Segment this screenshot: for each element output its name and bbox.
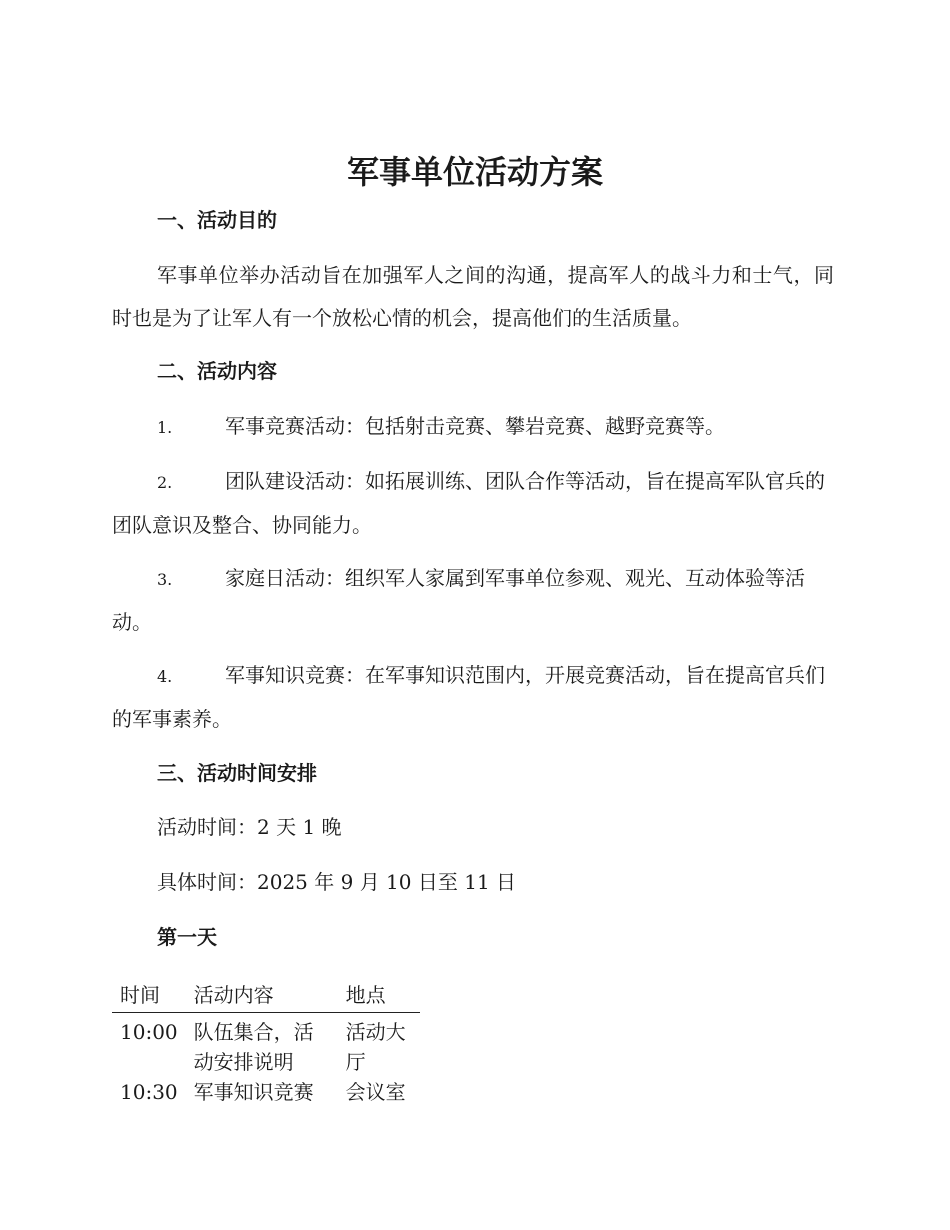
cell-activity: 队伍集合，活动安排说明: [193, 1020, 314, 1074]
list-item-number: 3.: [157, 570, 173, 589]
column-header-location: 地点: [338, 980, 420, 1013]
day1-heading: 第一天: [157, 925, 217, 949]
cell-activity: 军事知识竞赛: [193, 1080, 314, 1104]
cell-location: 会议室: [345, 1080, 406, 1104]
list-item-number: 4.: [157, 667, 173, 686]
list-item: [112, 405, 834, 449]
list-item: [112, 557, 834, 644]
section-heading-purpose: 一、活动目的: [157, 208, 277, 232]
section-heading-content: 二、活动内容: [157, 359, 277, 383]
column-header-activity: 活动内容: [186, 980, 338, 1013]
activity-duration: 活动时间：2 天 1 晚: [157, 815, 342, 839]
list-item-text: 团队建设活动：如拓展训练、团队合作等活动，旨在提高军队官兵的团队意识及整合、协同能力。: [112, 469, 825, 537]
cell-location: 活动大厅: [345, 1020, 406, 1074]
list-item-text: 军事知识竞赛：在军事知识范围内，开展竞赛活动，旨在提高官兵们的军事素养。: [112, 663, 825, 731]
schedule-table: [112, 980, 420, 1107]
list-item-text: 家庭日活动：组织军人家属到军事单位参观、观光、互动体验等活动。: [112, 566, 805, 634]
column-header-time: 时间: [112, 980, 186, 1013]
section-heading-schedule: 三、活动时间安排: [157, 761, 317, 785]
purpose-paragraph: 军事单位举办活动旨在加强军人之间的沟通，提高军人的战斗力和士气，同时也是为了让军人有一个放松心情的机会，提高他们的生活质量。: [112, 263, 834, 330]
list-item: [112, 460, 834, 547]
list-item-number: 1.: [157, 418, 173, 437]
list-item-text: 军事竞赛活动：包括射击竞赛、攀岩竞赛、越野竞赛等。: [225, 414, 725, 438]
table-row: [112, 1077, 420, 1107]
list-item-number: 2.: [157, 473, 173, 492]
table-row: [112, 1013, 420, 1078]
cell-time: 10:30: [120, 1080, 178, 1104]
cell-time: 10:00: [120, 1020, 178, 1044]
document-title: 军事单位活动方案: [346, 153, 603, 191]
list-item: [112, 654, 834, 741]
table-header-row: [112, 980, 420, 1013]
activity-dates: 具体时间：2025 年 9 月 10 日至 11 日: [157, 870, 517, 894]
